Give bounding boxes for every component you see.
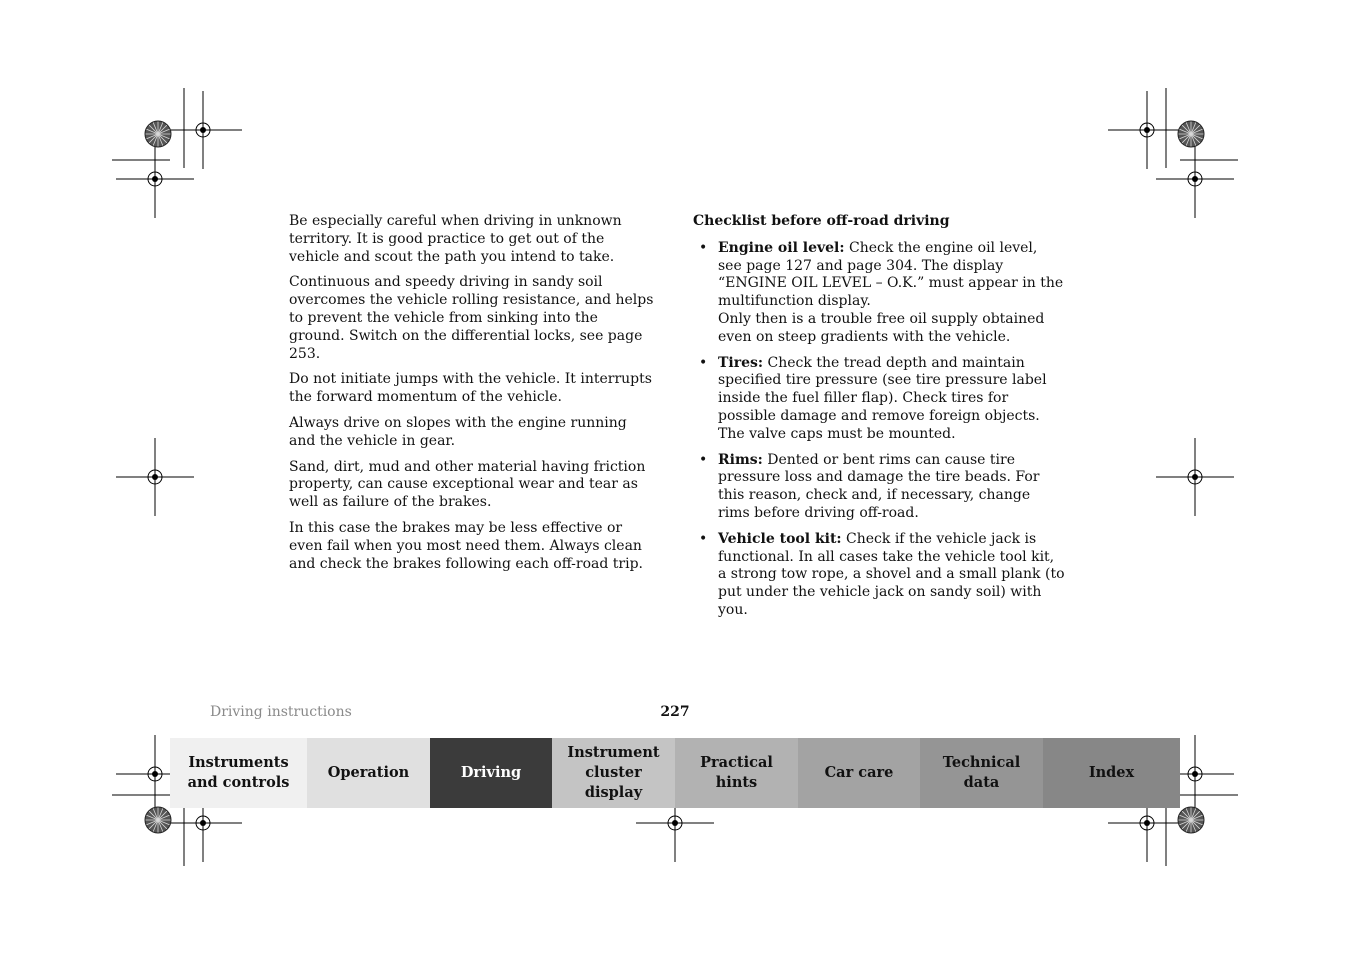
tab-index[interactable]: Index: [1043, 738, 1180, 808]
item-term: Rims:: [718, 451, 763, 468]
paragraph: In this case the brakes may be less effective or even fail when you most need them. Always clean and check the brakes following each off-road trip.: [289, 519, 643, 572]
paragraph: Be especially careful when driving in unknown territory. It is good practice to get out of the vehicle and scout the path you intend to take.: [289, 213, 622, 265]
list-item: [693, 240, 1065, 347]
item-text: Dented or bent rims can cause tire pressure loss and damage the tire beads. For this reason, check and, if necessary, change rims before driving off-road.: [718, 451, 1040, 521]
checklist: [693, 240, 1065, 620]
item-term: Tires:: [718, 354, 764, 371]
paragraph: Sand, dirt, mud and other material having friction property, can cause exceptional wear and tear as well as failure of the brakes.: [289, 458, 646, 511]
tab-car-care[interactable]: Car care: [798, 738, 920, 808]
chapter-tab-bar: [170, 738, 1180, 808]
paragraph: Continuous and speedy driving in sandy soil overcomes the vehicle rolling resistance, and helps to prevent the vehicle from sinking into the ground. Switch on the differential locks, see page 253.: [289, 274, 654, 362]
list-item: [693, 452, 1065, 523]
bullet-icon: •: [699, 451, 708, 468]
item-text: Check if the vehicle jack is functional. In all cases take the vehicle tool kit, a strong tow rope, a shovel and a small plank (to put under the vehicle jack on sandy soil) with you.: [718, 530, 1065, 618]
page-number: 227: [660, 704, 690, 720]
paragraph: Always drive on slopes with the engine running and the vehicle in gear.: [289, 414, 627, 449]
bullet-icon: •: [699, 239, 708, 256]
bullet-icon: •: [699, 354, 708, 371]
item-text: Check the engine oil level, see page 127 and page 304. The display “ENGINE OIL LEVEL – O.K.” must appear in the multifunction display.: [718, 239, 1064, 310]
paragraph: Do not initiate jumps with the vehicle. It interrupts the forward momentum of the vehicle.: [289, 371, 652, 406]
list-item: [693, 355, 1065, 444]
tab-instruments-and-controls[interactable]: Instruments and controls: [170, 738, 307, 808]
right-column: [693, 213, 1065, 628]
section-label: Driving instructions: [210, 704, 352, 720]
tab-driving[interactable]: Driving: [430, 738, 552, 808]
left-column: [289, 213, 657, 581]
item-note: Only then is a trouble free oil supply obtained even on steep gradients with the vehicle.: [718, 310, 1045, 345]
tab-practical-hints[interactable]: Practical hints: [675, 738, 798, 808]
item-term: Vehicle tool kit:: [718, 530, 842, 547]
item-text: Check the tread depth and maintain specified tire pressure (see tire pressure label inside the fuel filler flap). Check tires for possible damage and remove foreign objects. The valve caps must be mounted.: [718, 354, 1047, 442]
tab-instrument-cluster-display[interactable]: Instrument cluster display: [552, 738, 675, 808]
bullet-icon: •: [699, 530, 708, 547]
tab-technical-data[interactable]: Technical data: [920, 738, 1043, 808]
tab-operation[interactable]: Operation: [307, 738, 430, 808]
item-term: Engine oil level:: [718, 239, 845, 256]
list-item: [693, 531, 1065, 620]
checklist-heading: Checklist before off-road driving: [693, 213, 950, 229]
